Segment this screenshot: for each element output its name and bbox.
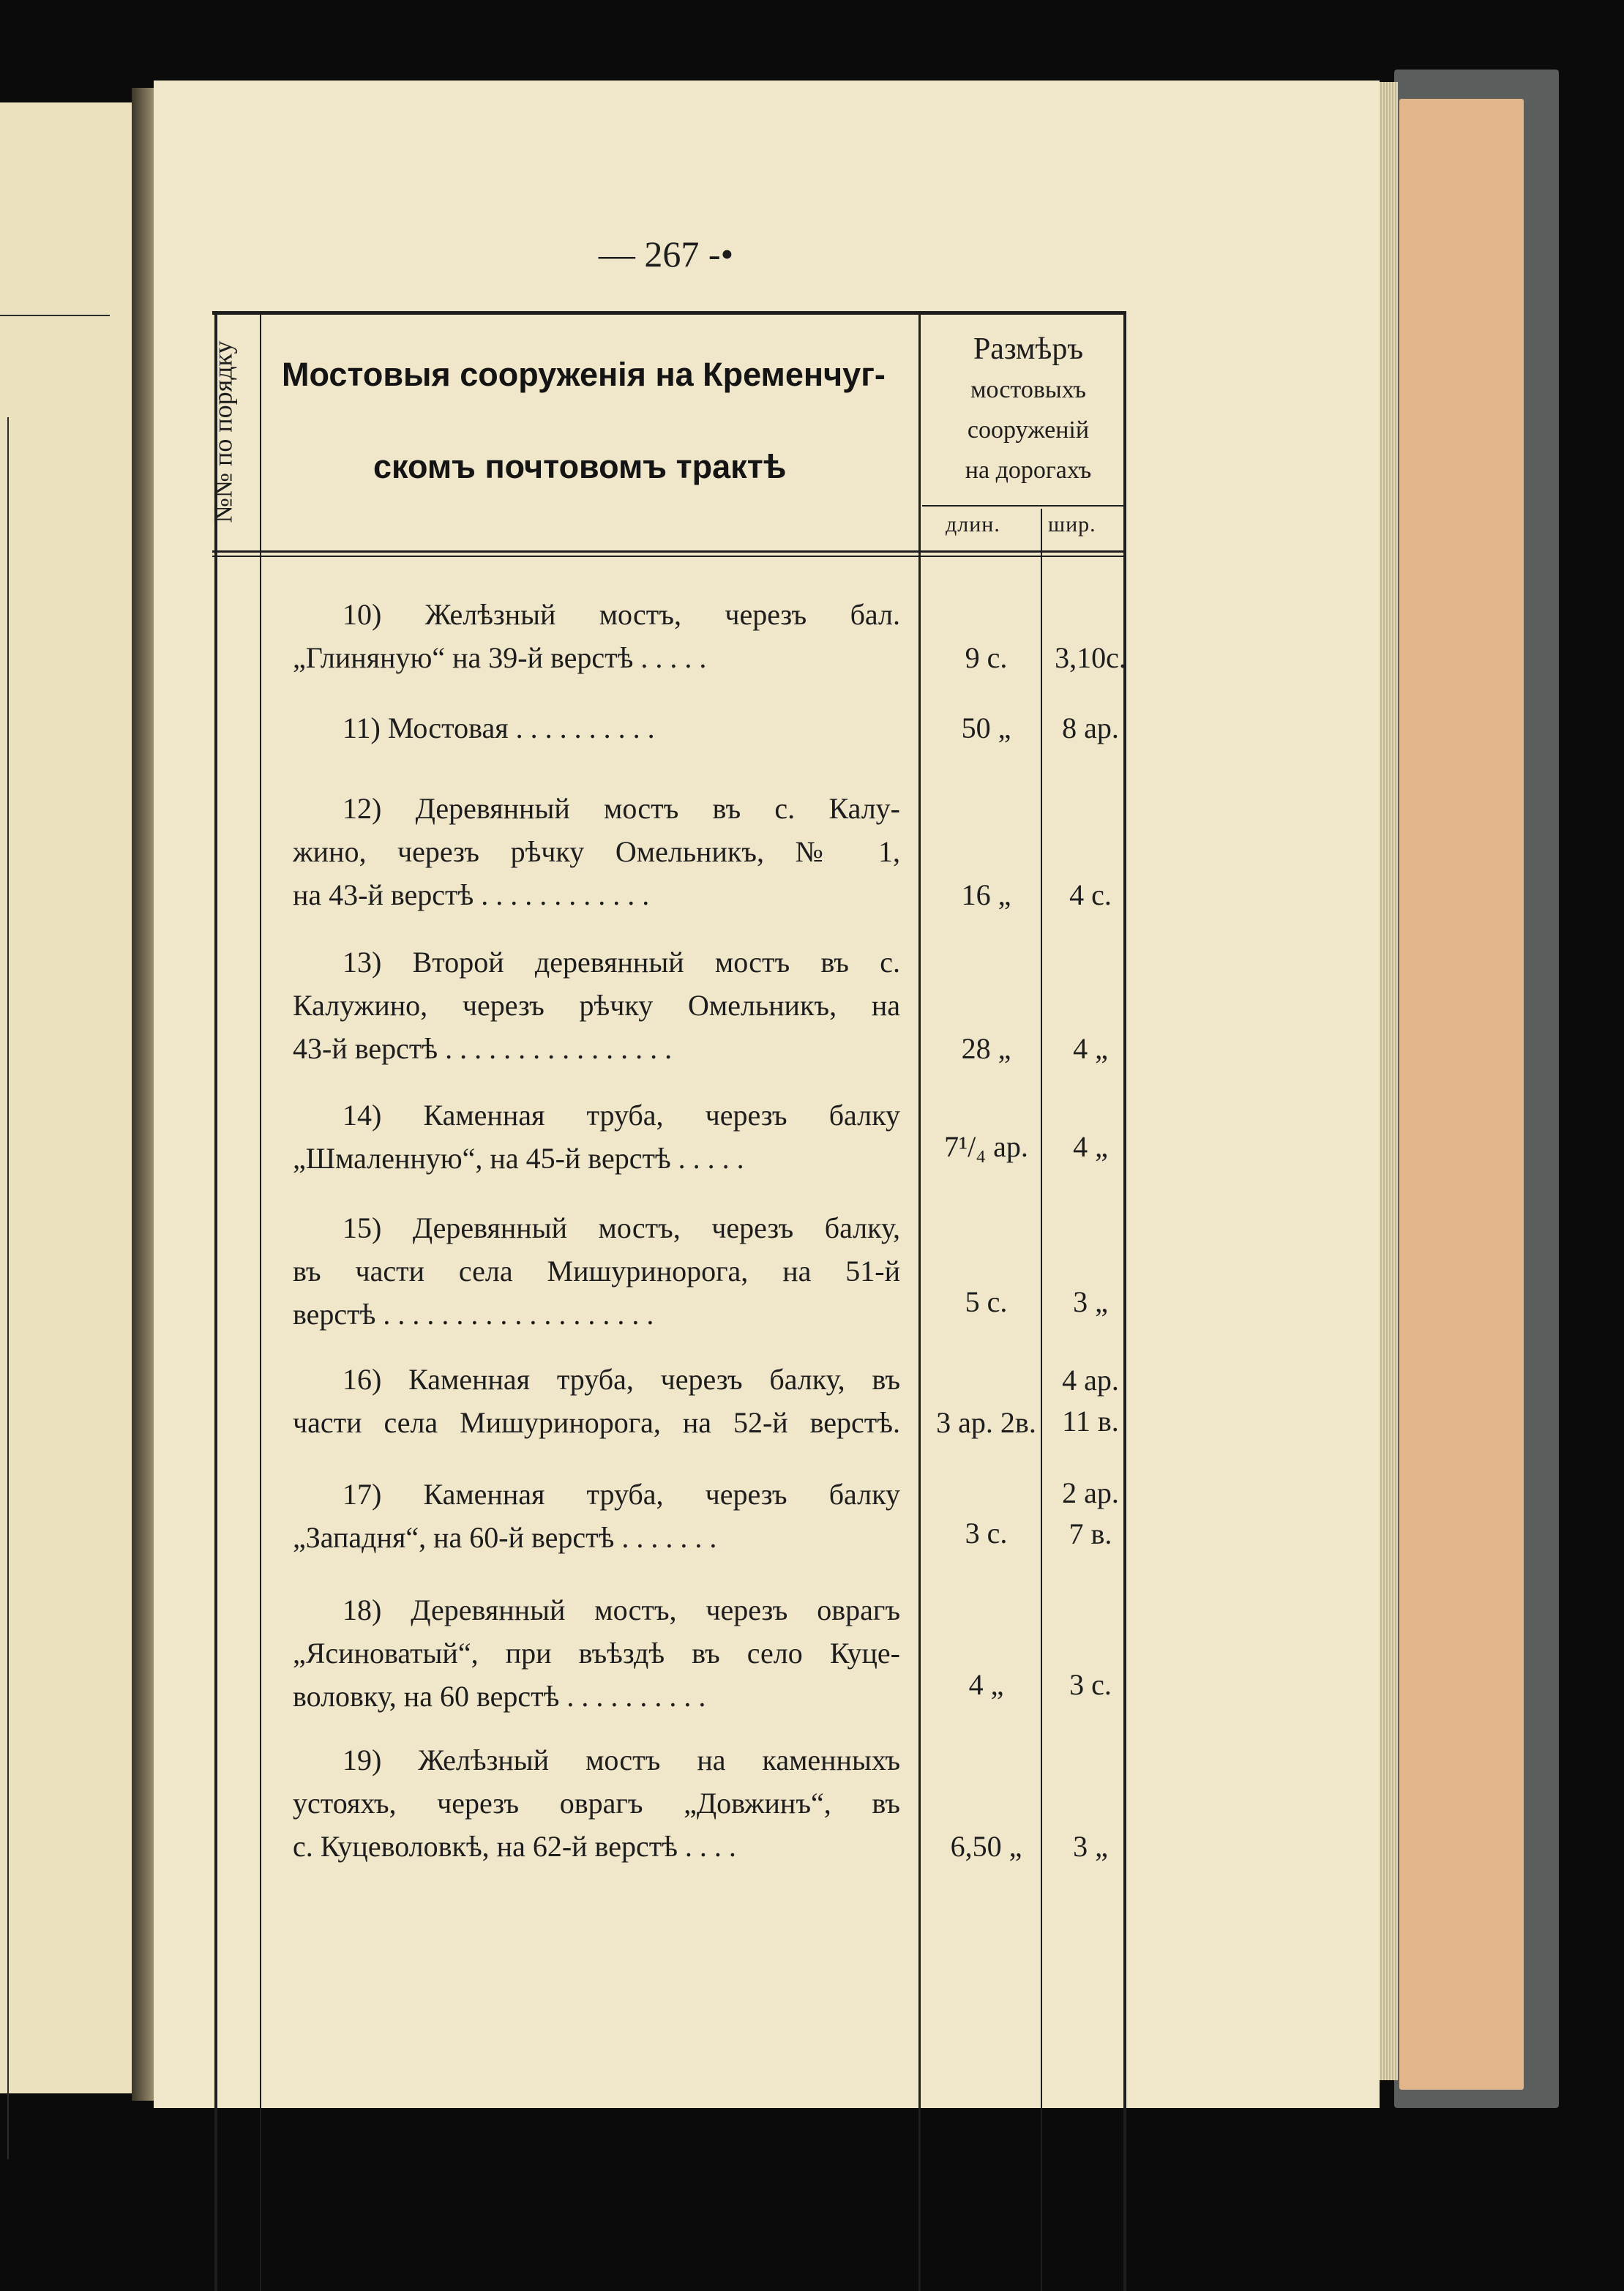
entry-line: въ части села Мишуринорога, на 51-й bbox=[293, 1255, 900, 1287]
entry-line: воловку, на 60 верстѣ . . . . . . . . . . bbox=[293, 1680, 706, 1713]
entry-line: 11) Мостовая . . . . . . . . . . bbox=[343, 711, 655, 744]
size-header-line-4: на дорогахъ bbox=[965, 457, 1092, 484]
size-header-line-2: мостовыхъ bbox=[970, 376, 1087, 403]
entry-13-length: 28 „ bbox=[961, 1032, 1011, 1065]
entry-line: 15) Деревянный мостъ, черезъ балку, bbox=[343, 1211, 900, 1244]
size-column-header bbox=[926, 329, 1131, 490]
size-subheader-rule bbox=[922, 505, 1126, 507]
number-column-header bbox=[187, 318, 260, 545]
entry-11-length: 50 „ bbox=[961, 711, 1011, 744]
entry-11 bbox=[293, 706, 900, 750]
entry-line: 17) Каменная труба, черезъ балку bbox=[343, 1478, 900, 1511]
entry-line: 19) Желѣзный мостъ на каменныхъ bbox=[343, 1744, 900, 1776]
table-top-rule bbox=[212, 311, 1126, 315]
entry-15-length: 5 с. bbox=[965, 1285, 1008, 1318]
book-gutter bbox=[132, 88, 154, 2101]
header-bottom-rule bbox=[212, 550, 1126, 553]
entry-line: части села Мишуринорога, на 52-й верстѣ. bbox=[293, 1406, 900, 1439]
entry-19 bbox=[293, 1738, 900, 1868]
entry-16-width bbox=[1054, 1360, 1127, 1442]
entry-line: Калужино, черезъ рѣчку Омельникъ, на bbox=[293, 989, 900, 1022]
entry-line: „Западня“, на 60-й верстѣ . . . . . . . bbox=[293, 1521, 717, 1554]
page-number: — 267 -• bbox=[598, 233, 734, 274]
entry-line: верстѣ . . . . . . . . . . . . . . . . . . . bbox=[293, 1298, 654, 1331]
length-column-header: длин. bbox=[946, 512, 1000, 537]
entry-10-length: 9 с. bbox=[965, 641, 1008, 674]
entry-14 bbox=[293, 1094, 900, 1180]
entry-11-width: 8 ар. bbox=[1062, 711, 1119, 744]
entry-17-width bbox=[1054, 1473, 1127, 1555]
entry-10-width: 3,10с. bbox=[1055, 641, 1126, 674]
entry-18 bbox=[293, 1588, 900, 1718]
entry-16-width-line-2: 11 в. bbox=[1062, 1405, 1119, 1438]
number-column-header-text: №№ по порядку bbox=[209, 340, 238, 523]
entry-line: 16) Каменная труба, черезъ балку, въ bbox=[343, 1363, 900, 1396]
entry-16 bbox=[293, 1358, 900, 1444]
entry-12 bbox=[293, 787, 900, 916]
entry-17 bbox=[293, 1473, 900, 1559]
entry-line: 10) Желѣзный мостъ, черезъ бал. bbox=[343, 598, 900, 631]
entry-13 bbox=[293, 941, 900, 1070]
entry-line: с. Куцеволовкѣ, на 62-й верстѣ . . . . bbox=[293, 1830, 736, 1863]
left-page bbox=[0, 102, 136, 2093]
entry-19-width: 3 „ bbox=[1073, 1830, 1108, 1863]
entry-line: устояхъ, черезъ оврагъ „Довжинъ“, въ bbox=[293, 1787, 900, 1820]
table-title-line-2: скомъ почтовомъ трактѣ bbox=[373, 448, 787, 485]
entry-15-width: 3 „ bbox=[1073, 1285, 1108, 1318]
size-header-line-1: Размѣръ bbox=[973, 332, 1084, 366]
entry-line: „Шмаленную“, на 45-й верстѣ . . . . . bbox=[293, 1142, 744, 1175]
book-tab-edge bbox=[1399, 99, 1524, 2090]
left-page-column-line bbox=[7, 417, 9, 2159]
entry-17-width-line-2: 7 в. bbox=[1069, 1517, 1112, 1550]
entry-line: 12) Деревянный мостъ въ с. Калу- bbox=[343, 792, 900, 825]
entry-17-width-line-1: 2 ар. bbox=[1062, 1476, 1119, 1509]
entry-13-width: 4 „ bbox=[1073, 1032, 1108, 1065]
entry-15 bbox=[293, 1206, 900, 1336]
number-column-divider bbox=[260, 311, 261, 2291]
entry-18-width: 3 с. bbox=[1069, 1668, 1112, 1701]
entry-14-width: 4 „ bbox=[1073, 1130, 1108, 1163]
entry-16-width-line-1: 4 ар. bbox=[1062, 1364, 1119, 1397]
entry-14-length: 7¹/₄ ар. bbox=[944, 1130, 1028, 1163]
header-bottom-rule-2 bbox=[212, 556, 1126, 557]
entry-line: жино, черезъ рѣчку Омельникъ, № 1, bbox=[293, 835, 900, 868]
table-left-border bbox=[214, 311, 217, 2291]
entry-12-length: 16 „ bbox=[961, 878, 1011, 911]
entry-17-length: 3 с. bbox=[965, 1517, 1008, 1550]
entry-16-length: 3 ар. 2в. bbox=[936, 1406, 1036, 1439]
entry-line: 43-й верстѣ . . . . . . . . . . . . . . . . bbox=[293, 1032, 673, 1065]
entry-line: 13) Второй деревянный мостъ въ с. bbox=[343, 946, 900, 979]
table-title-line-1: Мостовыя сооруженія на Кременчуг- bbox=[282, 356, 886, 393]
width-column-header: шир. bbox=[1048, 512, 1096, 537]
left-page-rule bbox=[0, 315, 110, 316]
entry-line: 18) Деревянный мостъ, черезъ оврагъ bbox=[343, 1593, 900, 1626]
entry-19-length: 6,50 „ bbox=[950, 1830, 1022, 1863]
entry-12-width: 4 с. bbox=[1069, 878, 1112, 911]
size-header-line-3: сооруженій bbox=[967, 416, 1090, 444]
entry-line: „Ясиноватый“, при въѣздѣ въ село Куце- bbox=[293, 1637, 900, 1670]
entry-18-length: 4 „ bbox=[968, 1668, 1004, 1701]
text-column-divider bbox=[918, 311, 921, 2291]
entry-line: „Глиняную“ на 39-й верстѣ . . . . . bbox=[293, 641, 707, 674]
entry-line: на 43-й верстѣ . . . . . . . . . . . . bbox=[293, 878, 650, 911]
length-width-divider bbox=[1041, 509, 1042, 2291]
table-title bbox=[263, 351, 922, 490]
entry-10 bbox=[293, 593, 900, 679]
entry-line: 14) Каменная труба, черезъ балку bbox=[343, 1099, 900, 1132]
